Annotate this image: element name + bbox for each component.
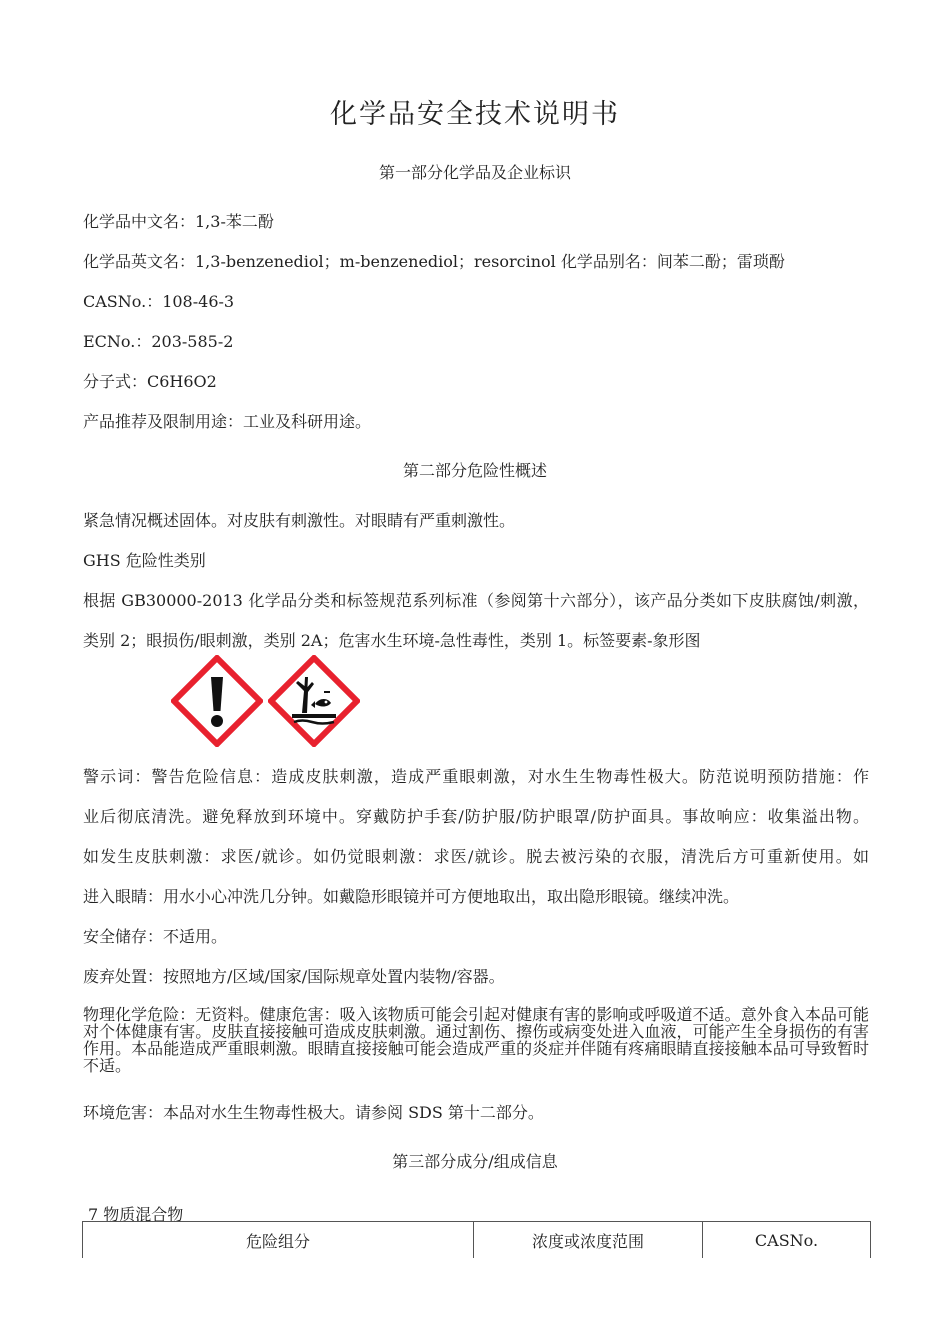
- column-header: CASNo.: [703, 1222, 871, 1259]
- emergency-overview: 紧急情况概述固体。对皮肤有刺激性。对眼睛有严重刺激性。: [83, 511, 516, 530]
- table-header-row: [83, 1222, 871, 1259]
- exclamation-mark-icon: [171, 655, 263, 747]
- disposal: 废弃处置：按照地方/区域/国家/国际规章处置内装物/容器。: [83, 967, 505, 986]
- column-header: 危险组分: [83, 1222, 474, 1259]
- composition-table: [82, 1221, 871, 1258]
- classification-line-2: 类别 2；眼损伤/眼刺激，类别 2A；危害水生环境-急性毒性，类别 1。标签要素-象形图: [83, 631, 701, 650]
- section3-heading: 第三部分成分/组成信息: [392, 1152, 558, 1171]
- signal-word-line-3: 如发生皮肤刺激：求医/就诊。如仍觉眼刺激：求医/就诊。脱去被污染的衣服，清洗后方可重新使用。如: [83, 847, 869, 866]
- signal-word-line-1: 警示词：警告危险信息：造成皮肤刺激，造成严重眼刺激，对水生生物毒性极大。防范说明预防措施：作: [83, 767, 869, 786]
- page-title: 化学品安全技术说明书: [330, 99, 620, 130]
- classification-line-1: 根据 GB30000-2013 化学品分类和标签规范系列标准（参阅第十六部分），该产品分类如下皮肤腐蚀/刺激，: [83, 591, 869, 610]
- ec-number: ECNo.：203-585-2: [83, 332, 234, 351]
- mixture-subheading: 7 物质混合物: [88, 1205, 184, 1224]
- column-header: 浓度或浓度范围: [474, 1222, 703, 1259]
- recommended-use: 产品推荐及限制用途：工业及科研用途。: [83, 412, 372, 431]
- environment-icon: [268, 655, 360, 747]
- environmental-hazards: 环境危害：本品对水生生物毒性极大。请参阅 SDS 第十二部分。: [83, 1103, 544, 1122]
- section2-heading: 第二部分危险性概述: [402, 461, 547, 480]
- cas-number: CASNo.：108-46-3: [83, 292, 235, 311]
- ghs-category-label: GHS 危险性类别: [83, 551, 206, 570]
- safe-storage: 安全储存：不适用。: [83, 927, 228, 946]
- signal-word-line-4: 进入眼睛：用水小心冲洗几分钟。如戴隐形眼镜并可方便地取出，取出隐形眼镜。继续冲洗。: [83, 887, 740, 906]
- chemical-english-name: 化学品英文名：1,3-benzenediol；m-benzenediol；resorcinol 化学品别名：间苯二酚；雷琐酚: [83, 252, 785, 271]
- signal-word-line-2: 业后彻底清洗。避免释放到环境中。穿戴防护手套/防护服/防护眼罩/防护面具。事故响应：收集溢出物。: [83, 807, 869, 826]
- section1-heading: 第一部分化学品及企业标识: [378, 163, 571, 182]
- molecular-formula: 分子式：C6H6O2: [83, 372, 217, 391]
- physicochemical-hazards: 物理化学危险：无资料。健康危害：吸入该物质可能会引起对健康有害的影响或呼吸道不适。意外食入本品可能对个体健康有害。皮肤直接接触可造成皮肤刺激。通过割伤、擦伤或病变处进入血液，可能产生全身损伤的有害作用。本品能造成严重眼刺激。眼睛直接接触可能会造成严重的炎症并伴随有疼痛眼睛直接接触本品可导致暂时不适。: [83, 1005, 869, 1075]
- chemical-chinese-name: 化学品中文名：1,3-苯二酚: [83, 212, 274, 231]
